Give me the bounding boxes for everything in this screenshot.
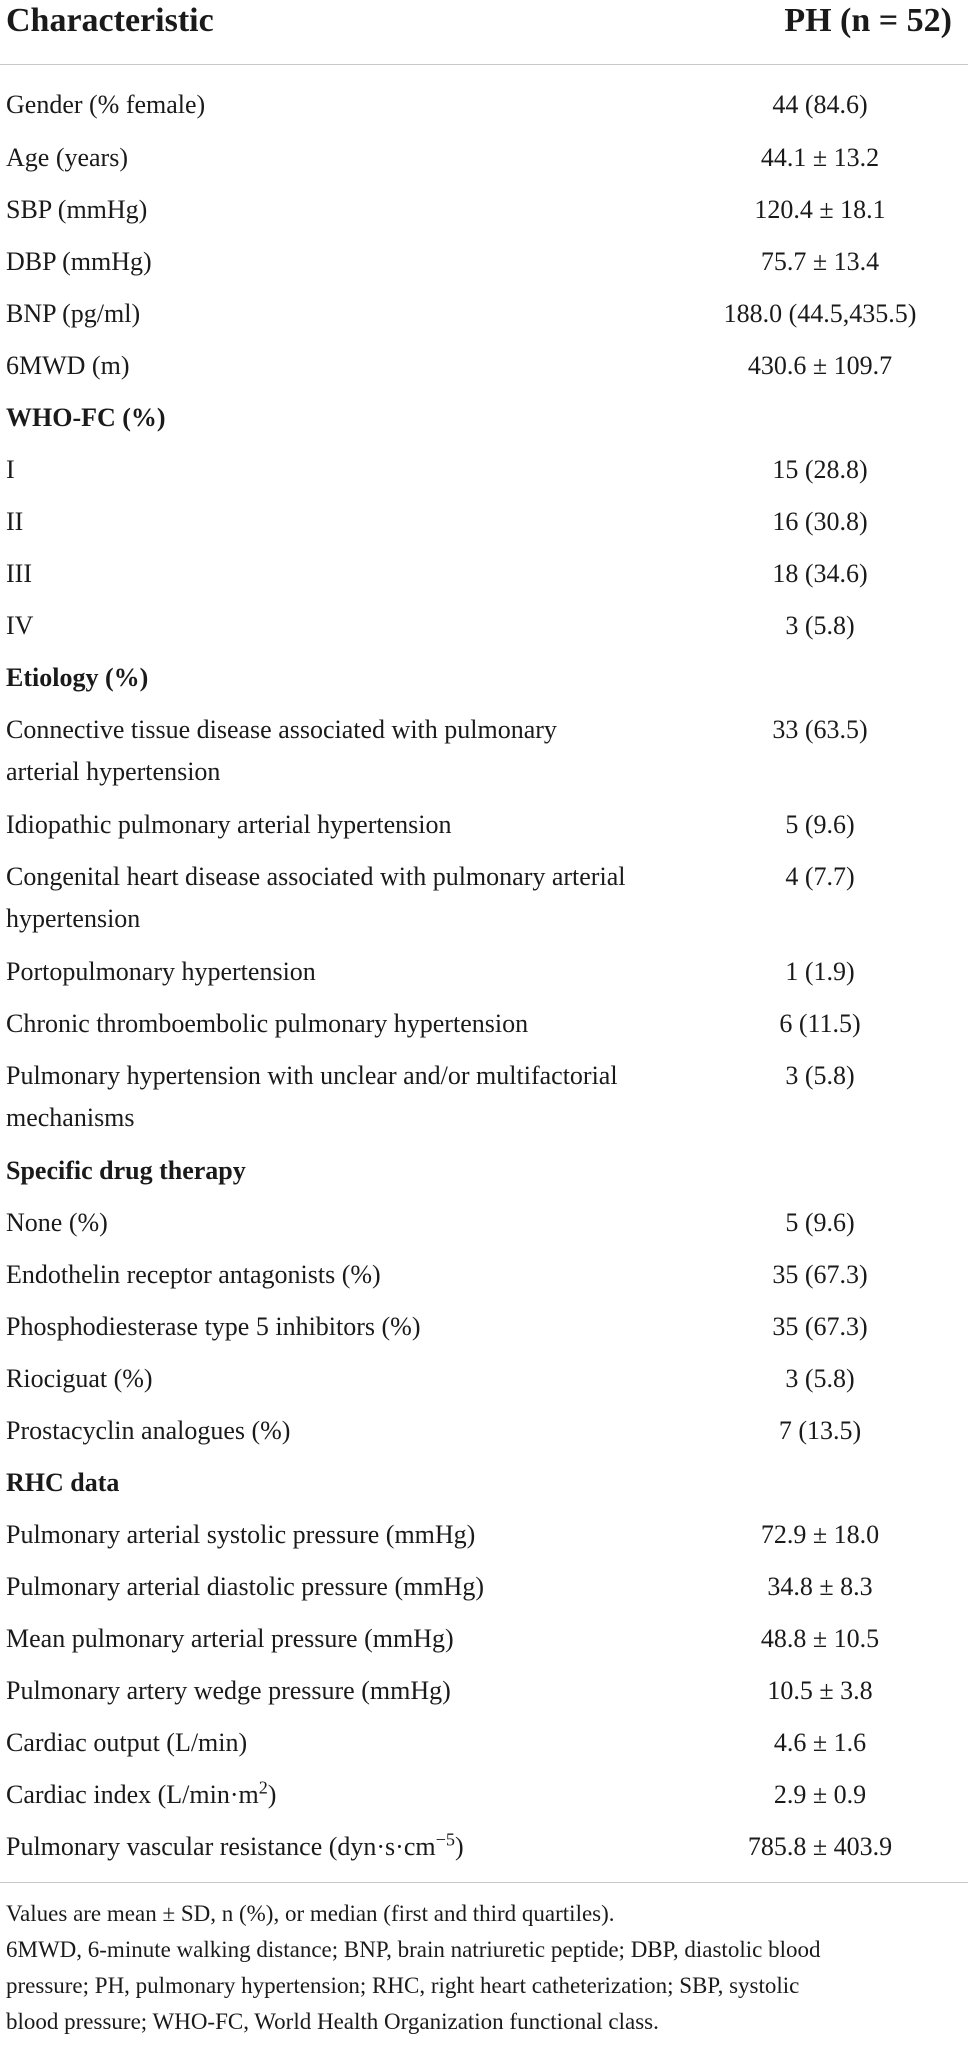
row-value: 44.1 ± 13.2 [760,143,880,172]
footnote-line: 6MWD, 6-minute walking distance; BNP, brain natriuretic peptide; DBP, diastolic blood [6,1937,821,1962]
row-value: 1 (1.9) [785,957,855,986]
row-value: 188.0 (44.5,435.5) [723,299,917,328]
table-bottom-rule [0,1882,968,1883]
row-label: Pulmonary hypertension with unclear and/or multifactorial mechanisms [6,1061,618,1132]
row-value: 44 (84.6) [772,90,868,119]
column-header-group: PH (n = 52) [784,2,952,39]
row-label: Pulmonary arterial diastolic pressure (mmHg) [6,1572,484,1601]
row-label: Pulmonary arterial systolic pressure (mmHg) [6,1520,476,1549]
footnote-line: Values are mean ± SD, n (%), or median (first and third quartiles). [6,1901,615,1926]
table-row [0,709,968,793]
row-label: Chronic thromboembolic pulmonary hypertension [6,1009,529,1038]
row-label: Age (years) [6,143,128,172]
row-label: Idiopathic pulmonary arterial hypertension [6,810,452,839]
row-value: 18 (34.6) [772,559,868,588]
row-label: Cardiac output (L/min) [6,1728,248,1757]
row-label: Cardiac index $(L/\min\cdot m^2)$ [6,1777,277,1809]
row-label: Pulmonary artery wedge pressure (mmHg) [6,1676,451,1705]
section-label: Etiology (%) [6,663,149,692]
row-label: Gender (% female) [6,90,206,119]
row-value: 5 (9.6) [785,1208,855,1237]
row-value: 120.4 ± 18.1 [754,195,886,224]
row-value: 35 (67.3) [772,1312,868,1341]
row-value: 7 (13.5) [778,1416,862,1445]
row-value: 4 (7.7) [785,862,855,891]
row-value: 6 (11.5) [779,1009,861,1038]
row-label: BNP (pg/ml) [6,299,141,328]
footnote-line: pressure; PH, pulmonary hypertension; RHC, right heart catheterization; SBP, systolic [6,1973,800,1998]
row-value: 5 (9.6) [785,810,855,839]
row-label: 6MWD (m) [6,351,130,380]
row-value: 75.7 ± 13.4 [760,247,880,276]
row-label: Mean pulmonary arterial pressure (mmHg) [6,1624,454,1653]
section-label: WHO-FC (%) [6,403,166,432]
row-value: 2.9 ± 0.9 [773,1780,867,1809]
row-value: 3 (5.8) [785,611,855,640]
row-value: 4.6 ± 1.6 [773,1728,867,1757]
row-label: Congenital heart disease associated with pulmonary arterial hypertension [6,862,626,933]
row-value: 34.8 ± 8.3 [767,1572,873,1601]
row-label: Phosphodiesterase type 5 inhibitors (%) [6,1312,421,1341]
row-label: SBP (mmHg) [6,195,148,224]
row-value: 430.6 ± 109.7 [747,351,893,380]
row-label: Portopulmonary hypertension [6,957,316,986]
section-label: RHC data [6,1468,120,1497]
column-header-characteristic: Characteristic [6,2,214,39]
row-label: DBP (mmHg) [6,247,152,276]
row-value: 3 (5.8) [785,1364,855,1393]
row-label: II [6,507,24,536]
row-label: Connective tissue disease associated with pulmonary arterial hypertension [6,715,557,786]
table-header [0,0,968,65]
footnote-line: blood pressure; WHO-FC, World Health Organization functional class. [6,2009,659,2034]
row-label: IV [6,611,34,640]
row-value: 10.5 ± 3.8 [767,1676,873,1705]
section-label: Specific drug therapy [6,1156,246,1185]
row-value: 785.8 ± 403.9 [747,1832,893,1861]
row-value: 35 (67.3) [772,1260,868,1289]
table-row [0,1055,968,1139]
row-label: Pulmonary vascular resistance $(dyn\cdot s\cdot cm^{-5})$ [6,1829,464,1861]
row-label: Riociguat (%) [6,1364,153,1393]
row-label: None (%) [6,1208,108,1237]
row-value: 33 (63.5) [772,715,868,744]
row-value: 48.8 ± 10.5 [760,1624,880,1653]
row-label: III [6,559,32,588]
table-row [0,856,968,940]
row-value: 3 (5.8) [785,1061,855,1090]
row-value: 72.9 ± 18.0 [760,1520,880,1549]
row-value: 15 (28.8) [772,455,868,484]
row-value: 16 (30.8) [772,507,868,536]
row-label: I [6,455,15,484]
row-label: Prostacyclin analogues (%) [6,1416,291,1445]
row-label: Endothelin receptor antagonists (%) [6,1260,381,1289]
